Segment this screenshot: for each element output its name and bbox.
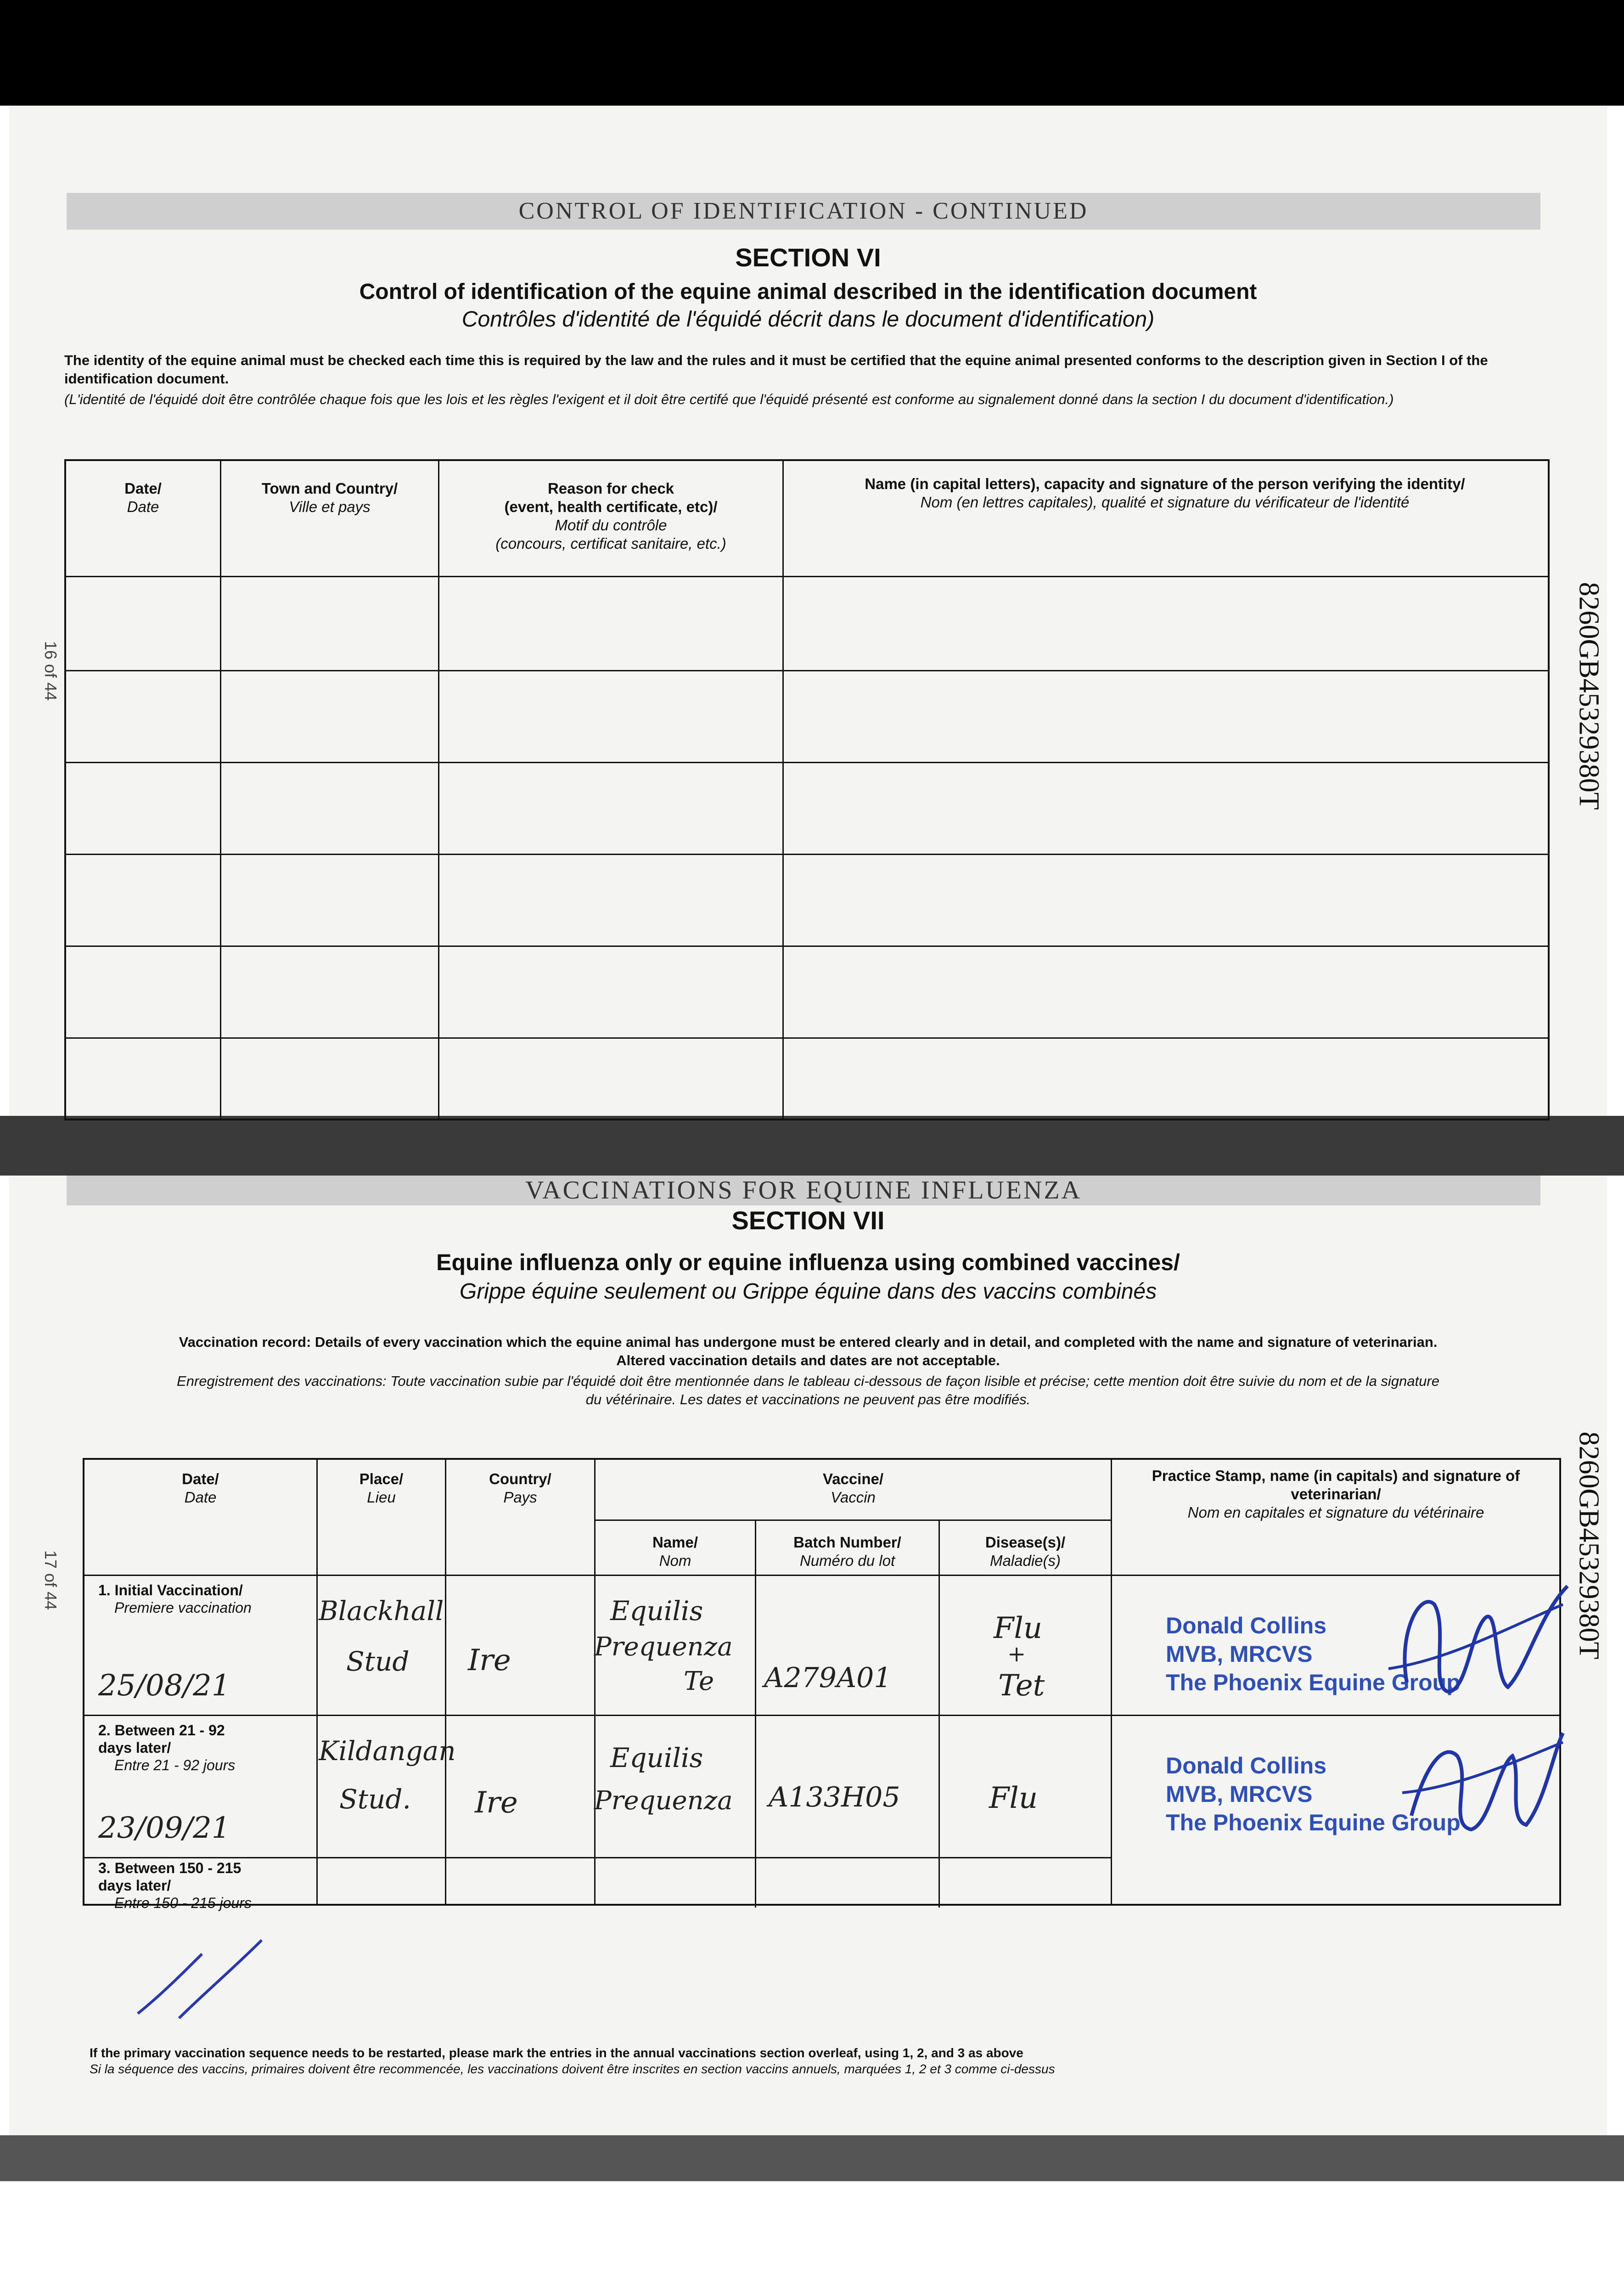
upper-page-number: 16 of 44 <box>41 641 60 701</box>
vax-col-country: Country/ Pays <box>489 1470 551 1506</box>
lower-record-fr: Enregistrement des vaccinations: Toute vaccination subie par l'équidé doit être mentionnée dans le tableau ci-dessous de façon lisible et précise; cette mention doit être suivie du nom et de la signature <box>177 1373 1439 1389</box>
vet-stamp: Donald Collins MVB, MRCVS The Phoenix Equine Group <box>1166 1753 1461 1835</box>
row-label: 1. Initial Vaccination/ Premiere vaccination <box>98 1582 252 1616</box>
upper-heading-fr: Contrôles d'identité de l'équidé décrit dans le document d'identification) <box>461 307 1155 332</box>
lower-page <box>9 1176 1607 2135</box>
col-town-header: Town and Country/ Ville et pays <box>261 480 398 515</box>
col-date-header: Date/ Date <box>124 480 162 515</box>
vet-signature <box>1379 1577 1572 1715</box>
upper-intro-fr: (L'identité de l'équidé doit être contrôlée chaque fois que les lois et les règles l'exigent et il doit être certifé que l'équidé présenté est conforme au signalement donné dans la section I du document d'identification.) <box>64 391 1394 407</box>
row-label: 2. Between 21 - 92 days later/ Entre 21 - 92 jours <box>98 1722 236 1773</box>
vet-stamp: Donald Collins MVB, MRCVS The Phoenix Equine Group <box>1166 1613 1461 1695</box>
lower-page-number: 17 of 44 <box>41 1550 60 1610</box>
vax-col-batch: Batch Number/ Numéro du lot <box>793 1534 901 1569</box>
row-place-line1: Blackhall <box>319 1595 444 1626</box>
vet-signature <box>1398 1724 1568 1843</box>
scan-top-edge <box>0 0 1624 106</box>
row-label: 3. Between 150 - 215 days later/ Entre 150 - 215 jours <box>98 1860 252 1911</box>
row-disease-line2: + <box>1007 1641 1026 1667</box>
upper-intro-en: The identity of the equine animal must be checked each time this is required by the law and the rules and it must be certified that the equine animal presented conforms to the description given in Section I of the identification document. <box>64 352 1488 387</box>
vax-col-place: Place/ Lieu <box>359 1470 404 1506</box>
row-disease-line1: Flu <box>994 1611 1043 1645</box>
footnote-fr: Si la séquence des vaccins, primaires doivent être recommencée, les vaccinations doivent être inscrites en section vaccins annuels, marquées 1, 2 et 3 comme ci-dessus <box>90 2062 1055 2076</box>
lower-record-fr2: du vétérinaire. Les dates et vaccinations ne peuvent pas être modifiés. <box>585 1391 1031 1407</box>
upper-band-title: CONTROL OF IDENTIFICATION - CONTINUED <box>67 193 1540 230</box>
row-vaccine-line2: Prequenza <box>594 1632 733 1662</box>
row-batch: A279A01 <box>764 1662 892 1694</box>
lower-side-code: 8260GB45329380T <box>1573 1431 1605 1660</box>
row-country: Ire <box>475 1786 518 1820</box>
row-vaccine-line1: Equilis <box>610 1595 703 1626</box>
row-batch: A133H05 <box>769 1781 900 1813</box>
scan-fold-gutter <box>0 1116 1624 1176</box>
footnote-en: If the primary vaccination sequence needs to be restarted, please mark the entries in the annual vaccinations section overleaf, using 1, 2, and 3 as above <box>90 2046 1023 2060</box>
lower-record-en: Vaccination record: Details of every vaccination which the equine animal has undergone must be entered clearly and in detail, and completed with the name and signature of veterinarian. <box>179 1334 1438 1350</box>
row-place-line2: Stud. <box>339 1784 411 1815</box>
upper-section-title: SECTION VI <box>735 243 881 272</box>
row-disease-line1: Flu <box>989 1781 1038 1815</box>
row-disease-line3: Tet <box>998 1669 1045 1703</box>
scan-bottom-edge <box>0 2135 1624 2181</box>
lower-section-title: SECTION VII <box>731 1206 885 1235</box>
row-date: 23/09/21 <box>98 1811 230 1845</box>
row-vaccine-line3: Te <box>684 1666 714 1696</box>
vax-col-vaccine: Vaccine/ Vaccin <box>822 1470 884 1506</box>
row-country: Ire <box>468 1643 511 1677</box>
col-reason-header: Reason for check (event, health certificate, etc)/ Motif du contrôle (concours, certificat sanitaire, etc.) <box>495 480 726 552</box>
lower-heading-fr: Grippe équine seulement ou Grippe équine dans des vaccins combinés <box>459 1279 1157 1304</box>
vax-col-date: Date/ Date <box>182 1470 219 1506</box>
vax-col-disease: Disease(s)/ Maladie(s) <box>985 1534 1066 1569</box>
row-vaccine-line1: Equilis <box>610 1742 703 1773</box>
row-place-line1: Kildangan <box>319 1735 456 1767</box>
vax-col-stamp: Practice Stamp, name (in capitals) and signature of veterinarian/ Nom en capitales et signature du vétérinaire <box>1152 1467 1520 1521</box>
vax-col-name: Name/ Nom <box>652 1534 698 1569</box>
identification-check-table <box>64 459 1550 1120</box>
lower-heading-en: Equine influenza only or equine influenza using combined vaccines/ <box>436 1249 1180 1275</box>
upper-page <box>9 106 1607 1116</box>
row-place-line2: Stud <box>346 1646 410 1677</box>
upper-side-code: 8260GB45329380T <box>1573 582 1605 810</box>
row-vaccine-line2: Prequenza <box>594 1786 733 1816</box>
col-verifier-header: Name (in capital letters), capacity and signature of the person verifying the identity/ Nom (en lettres capitales), qualité et signature du vérificateur de l'identité <box>865 475 1465 511</box>
vaccination-table <box>83 1458 1561 1911</box>
lower-record-en2: Altered vaccination details and dates are not acceptable. <box>616 1352 1000 1368</box>
lower-band-title: VACCINATIONS FOR EQUINE INFLUENZA <box>67 1176 1540 1205</box>
row-date: 25/08/21 <box>98 1669 230 1703</box>
upper-heading-en: Control of identification of the equine animal described in the identification document <box>359 280 1257 304</box>
strike-marks <box>129 1936 275 2023</box>
